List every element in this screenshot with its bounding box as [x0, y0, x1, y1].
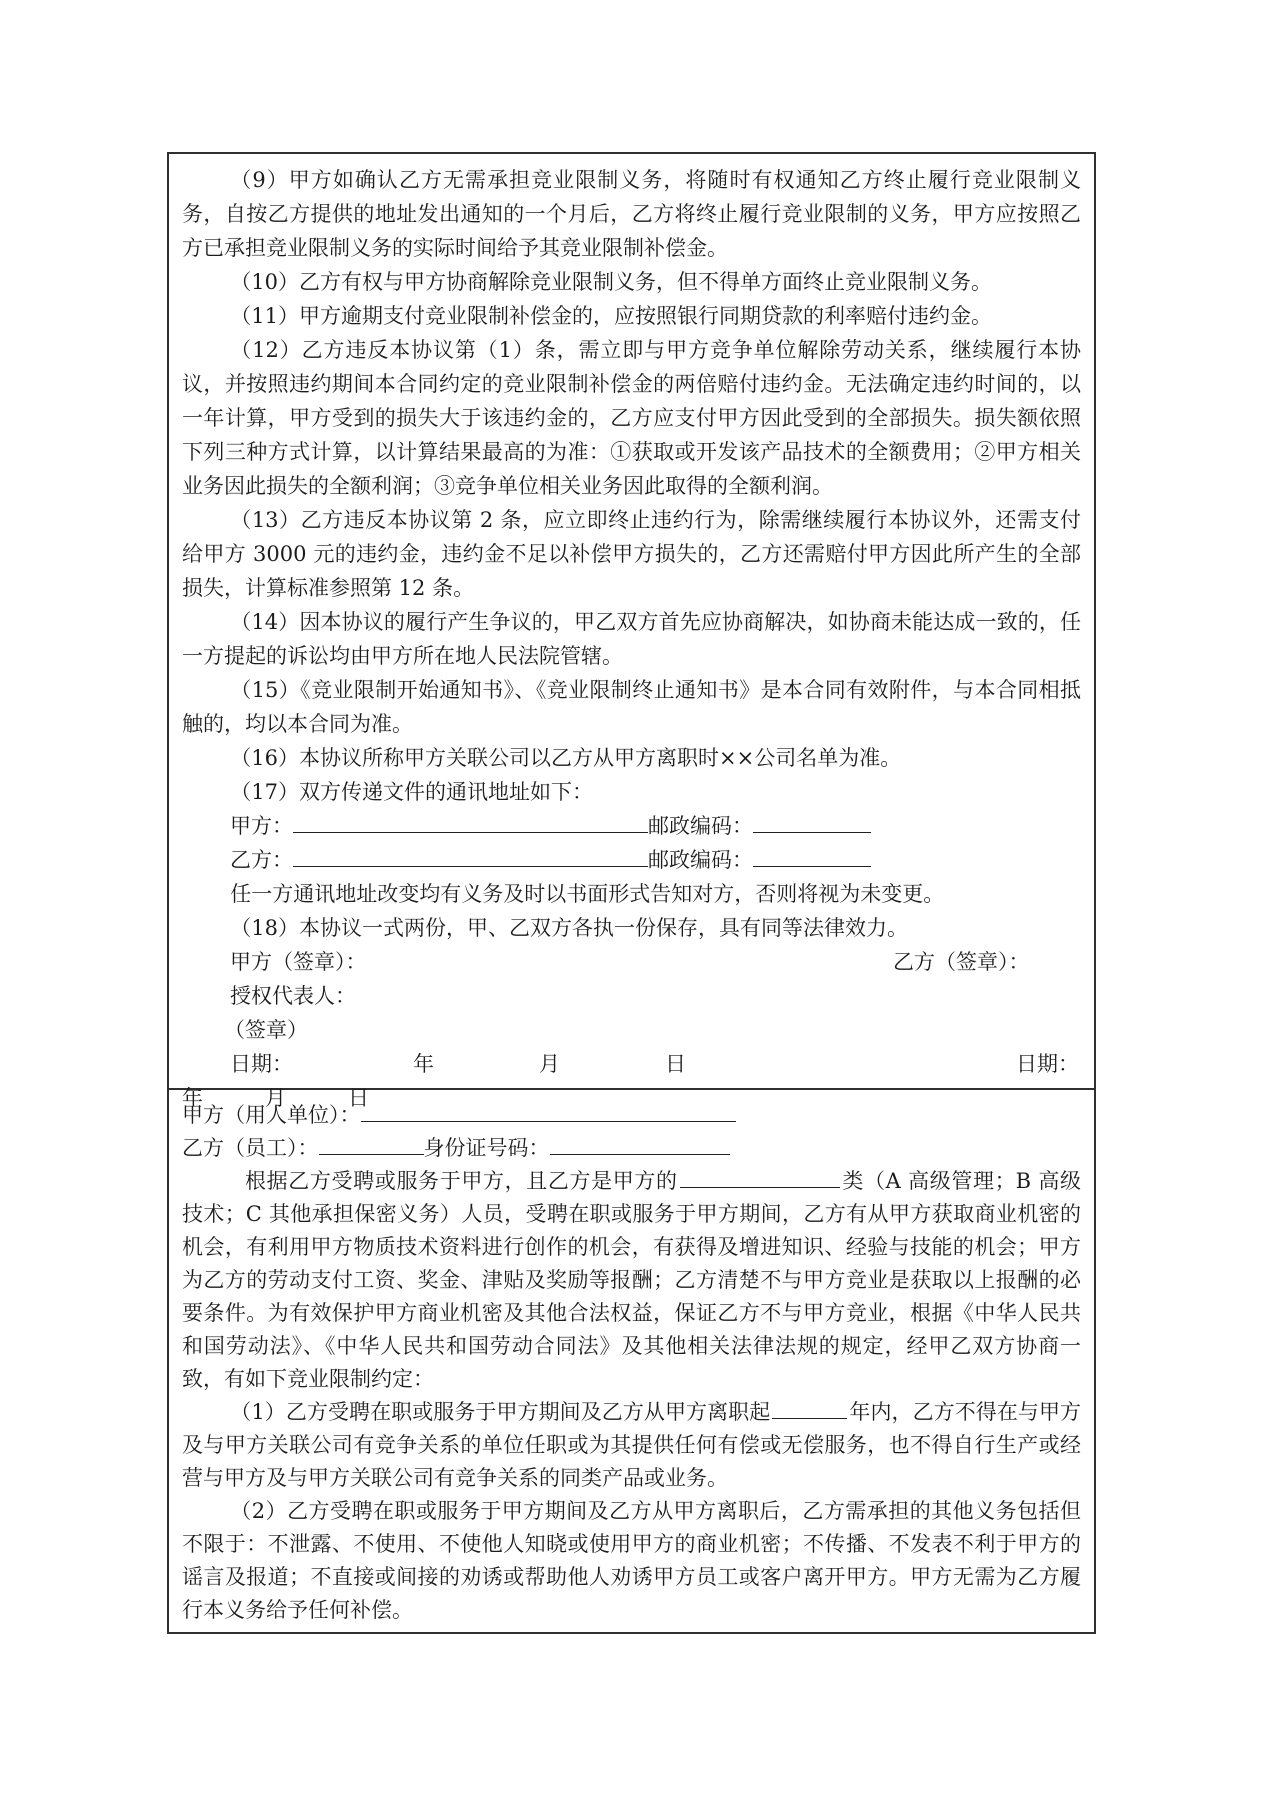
- date-month-label: 月: [539, 1052, 560, 1076]
- clause-16: （16）本协议所称甲方关联公司以乙方从甲方离职时××公司名单为准。: [230, 746, 902, 770]
- date-year-label: 年: [413, 1052, 434, 1076]
- clause-17-intro: （17）双方传递文件的通讯地址如下：: [230, 780, 594, 804]
- id-number-blank: [550, 1134, 730, 1155]
- clause-1: [182, 1396, 1081, 1495]
- party-a-postal-label: 邮政编码：: [648, 814, 753, 838]
- clause-13: （13）乙方违反本协议第 2 条，应立即终止违约行为，除需继续履行本协议外，还需支付给甲方 3000 元的违约金，违约金不足以补偿甲方损失的，乙方还需赔付甲方因此所产生的全部损失，计算标准参照第 12 条。: [182, 508, 1081, 600]
- party-b-address-blank: [293, 846, 648, 867]
- party-a-postal-blank: [753, 812, 871, 833]
- seal-row: [182, 1013, 1081, 1047]
- clause-9: （9）甲方如确认乙方无需承担竞业限制义务，将随时有权通知乙方终止履行竞业限制义务，自按乙方提供的地址发出通知的一个月后，乙方将终止履行竞业限制的义务，甲方应按照乙方已承担竞业限制义务的实际时间给予其竞业限制补偿金。: [182, 168, 1081, 260]
- date-label-party-a: 日期：: [230, 1052, 293, 1076]
- seal-label: （签章）: [224, 1018, 308, 1042]
- contract-table: [167, 152, 1096, 1634]
- party-a-address-blank: [293, 812, 648, 833]
- date-year-label: 年: [182, 1086, 203, 1110]
- party-b-seal-label: 乙方（签章）：: [893, 950, 1030, 974]
- clause-2: （2）乙方受聘在职或服务于甲方期间及乙方从甲方离职后，乙方需承担的其他义务包括但不限于：不泄露、不使用、不使他人知晓或使用甲方的商业机密；不传播、不发表不利于甲方的谣言及报道；不直接或间接的劝诱或帮助他人劝诱甲方员工或客户离开甲方。甲方无需为乙方履行本义务给予任何补偿。: [182, 1499, 1081, 1622]
- party-b-address-label: 乙方：: [230, 848, 293, 872]
- address-row-party-b: [182, 843, 1081, 877]
- id-number-label: 身份证号码：: [423, 1136, 550, 1160]
- date-row: [182, 1047, 1081, 1081]
- clause-10: （10）乙方有权与甲方协商解除竞业限制义务，但不得单方面终止竞业限制义务。: [230, 270, 993, 294]
- party-a-name-blank: [361, 1101, 736, 1122]
- party-b-name-row: [182, 1132, 1081, 1165]
- date-day-label: 日: [665, 1052, 686, 1076]
- party-a-name-row: [182, 1099, 1081, 1132]
- clause-12: （12）乙方违反本协议第（1）条，需立即与甲方竞争单位解除劳动关系，继续履行本协议，并按照违约期间本合同约定的竞业限制补偿金的两倍赔付违约金。无法确定违约时间的，以一年计算，甲方受到的损失大于该违约金的，乙方应支付甲方因此受到的全部损失。损失额依照下列三种方式计算，以计算结果最高的为准：①获取或开发该产品技术的全额费用；②甲方相关业务因此损失的全额利润；③竞争单位相关业务因此取得的全额利润。: [182, 338, 1081, 498]
- contract-section-bottom: [169, 1090, 1094, 1632]
- intro-text-before: 根据乙方受聘或服务于甲方，且乙方是甲方的: [245, 1169, 678, 1193]
- contract-section-top: [169, 154, 1094, 1110]
- party-a-address-label: 甲方：: [230, 814, 293, 838]
- clause-18: （18）本协议一式两份，甲、乙双方各执一份保存，具有同等法律效力。: [230, 916, 909, 940]
- party-a-name-label: 甲方（用人单位）：: [182, 1103, 361, 1127]
- clause-15: （15）《竞业限制开始通知书》、《竞业限制终止通知书》是本合同有效附件，与本合同相抵触的，均以本合同为准。: [182, 678, 1081, 736]
- party-b-postal-blank: [753, 846, 871, 867]
- clause-1-text-before: （1）乙方受聘在职或服务于甲方期间及乙方从甲方离职起: [230, 1400, 771, 1424]
- party-b-name-label: 乙方（员工）：: [182, 1136, 319, 1160]
- clause-1-text-after: 年内，乙方不得在与甲方及与甲方关联公司有竞争关系的单位任职或为其提供任何有偿或无偿服务，也不得自行生产或经营与甲方及与甲方关联公司有竞争关系的同类产品或业务。: [182, 1400, 1082, 1490]
- date-day-label: 日: [348, 1086, 369, 1110]
- party-b-postal-label: 邮政编码：: [648, 848, 753, 872]
- address-row-party-a: [182, 809, 1081, 843]
- clause-11: （11）甲方逾期支付竞业限制补偿金的，应按照银行同期贷款的利率赔付违约金。: [230, 304, 993, 328]
- party-b-name-blank: [319, 1134, 424, 1155]
- date-label-party-b: 日期：: [1016, 1052, 1079, 1076]
- signature-row: [182, 945, 1081, 979]
- authorized-rep-label: 授权代表人：: [230, 984, 356, 1008]
- years-blank: [772, 1402, 847, 1419]
- party-a-seal-label: 甲方（签章）：: [230, 950, 367, 974]
- authorized-rep-row: [182, 979, 1081, 1013]
- intro-text-after: 类（A 高级管理；B 高级技术；C 其他承担保密义务）人员，受聘在职或服务于甲方期间，乙方有从甲方获取商业机密的机会，有利用甲方物质技术资料进行创作的机会，有获得及增进知识、经验与技能的机会；甲方为乙方的劳动支付工资、奖金、津贴及奖励等报酬；乙方清楚不与甲方竞业是获取以上报酬的必要条件。为有效保护甲方商业机密及其他合法权益，保证乙方不与甲方竞业，根据《中华人民共和国劳动法》、《中华人民共和国劳动合同法》及其他相关法律法规的规定，经甲乙双方协商一致，有如下竞业限制约定：: [182, 1169, 1081, 1391]
- clause-14: （14）因本协议的履行产生争议的，甲乙双方首先应协商解决，如协商未能达成一致的，任一方提起的诉讼均由甲方所在地人民法院管辖。: [182, 610, 1081, 668]
- clause-17-note: 任一方通讯地址改变均有义务及时以书面形式告知对方，否则将视为未变更。: [230, 882, 945, 906]
- date-month-label: 月: [265, 1086, 286, 1110]
- intro-paragraph: [182, 1165, 1081, 1396]
- employee-category-blank: [680, 1171, 840, 1188]
